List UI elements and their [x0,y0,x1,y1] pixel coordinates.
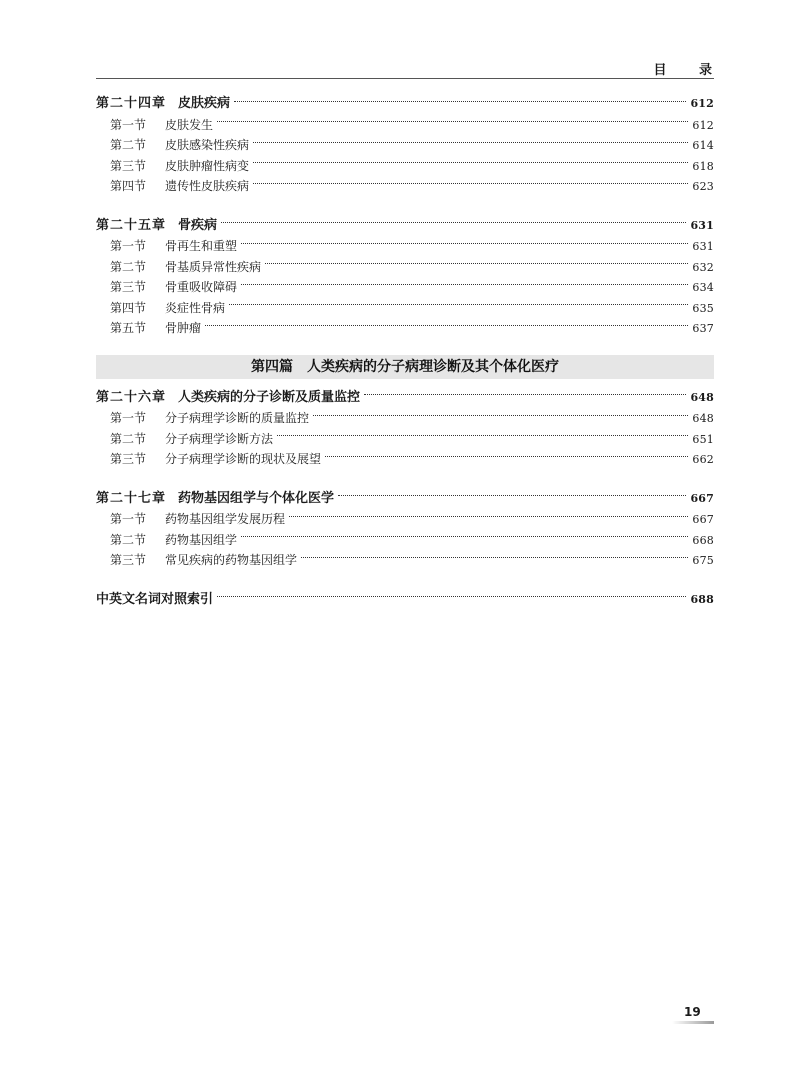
toc-section-row[interactable] [96,176,714,197]
dot-leader [241,536,688,537]
spacer [96,470,714,489]
section-number: 第三节 [110,553,147,567]
section-title: 骨肿瘤 [165,321,202,335]
toc-section-row[interactable] [96,298,714,319]
section-title: 骨再生和重塑 [165,239,238,253]
dot-leader [289,516,688,517]
section-title: 皮肤感染性疾病 [165,138,250,152]
toc-section-row[interactable] [96,257,714,278]
dot-leader [301,557,688,558]
section-number: 第三节 [110,158,147,173]
page-number: 648 [692,412,714,425]
page-number: 662 [692,453,714,466]
page-number: 667 [690,491,714,505]
section-number: 第二节 [110,259,147,274]
chapter-title: 药物基因组学与个体化医学 [178,490,335,506]
header-title: 目 录 [653,63,726,78]
dot-leader [234,101,686,102]
page-number: 631 [692,240,714,253]
toc-section-row[interactable] [96,236,714,257]
section-number: 第一节 [110,117,147,132]
dot-leader [241,284,688,285]
page-number: 635 [692,301,714,315]
spacer [96,339,714,351]
dot-leader [253,183,688,184]
toc-chapter-row[interactable] [96,216,714,237]
page-number: 614 [692,139,714,152]
section-title: 常见疾病的药物基因组学 [165,553,298,567]
section-number: 第二节 [110,138,147,152]
section-number: 第三节 [110,452,147,466]
page-number: 637 [692,322,714,335]
dot-leader [253,162,688,163]
page-number: 618 [692,159,714,173]
chapter-title: 皮肤疾病 [178,96,231,111]
page-number: 667 [692,513,714,526]
section-title: 皮肤肿瘤性病变 [165,158,250,173]
part-heading [96,355,714,379]
dot-leader [241,243,688,244]
section-number: 第二节 [110,532,147,547]
page-number: 632 [692,260,714,274]
footer-page-number: 19 [684,1005,701,1019]
table-of-contents [96,94,714,610]
section-number: 第四节 [110,179,147,193]
section-title: 药物基因组学 [165,532,238,547]
chapter-title: 骨疾病 [178,217,218,233]
toc-section-row[interactable] [96,530,714,551]
dot-leader [313,415,688,416]
page-number: 668 [692,533,714,547]
section-title: 分子病理学诊断的现状及展望 [165,452,322,466]
toc-chapter-row[interactable] [96,94,714,115]
section-title: 分子病理学诊断的质量监控 [165,411,310,425]
chapter-number: 第二十五章 [96,217,167,233]
section-title: 遗传性皮肤疾病 [165,179,250,193]
page-number: 623 [692,180,714,193]
dot-leader [229,304,688,305]
dot-leader [221,222,686,223]
page-number: 612 [692,118,714,132]
toc-section-row[interactable] [96,156,714,177]
section-number: 第一节 [110,411,147,425]
chapter-number: 第二十七章 [96,490,167,506]
dot-leader [325,456,688,457]
section-number: 第二节 [110,431,147,446]
toc-index-row[interactable] [96,590,714,611]
toc-section-row[interactable] [96,135,714,156]
section-title: 药物基因组学发展历程 [165,512,286,526]
toc-section-row[interactable] [96,449,714,470]
toc-section-row[interactable] [96,550,714,571]
dot-leader [205,325,688,326]
toc-section-row[interactable] [96,429,714,450]
spacer [96,571,714,590]
toc-section-row[interactable] [96,277,714,298]
index-title: 中英文名词对照索引 [96,591,214,607]
part-number: 第四篇 [251,358,293,375]
page-number: 631 [690,218,714,232]
toc-chapter-row[interactable] [96,489,714,510]
section-title: 骨重吸收障碍 [165,280,238,294]
page-number: 634 [692,281,714,294]
toc-section-row[interactable] [96,509,714,530]
toc-section-row[interactable] [96,318,714,339]
chapter-number: 第二十六章 [96,389,167,405]
toc-section-row[interactable] [96,408,714,429]
dot-leader [277,435,688,436]
dot-leader [265,263,688,264]
section-title: 骨基质异常性疾病 [165,259,262,274]
toc-section-row[interactable] [96,115,714,136]
page-number: 648 [690,390,714,404]
page-number: 651 [692,432,714,446]
dot-leader [253,142,688,143]
dot-leader [338,495,686,496]
section-number: 第四节 [110,300,147,315]
section-number: 第三节 [110,280,147,294]
chapter-number: 第二十四章 [96,96,167,111]
section-number: 第一节 [110,512,147,526]
dot-leader [217,121,688,122]
spacer [96,197,714,216]
footer-rule [672,1021,714,1024]
section-number: 第一节 [110,239,147,253]
page-header [96,58,726,79]
dot-leader [364,394,686,395]
dot-leader [217,596,686,597]
page-number: 675 [692,554,714,567]
chapter-title: 人类疾病的分子诊断及质量监控 [178,389,361,405]
part-title: 人类疾病的分子病理诊断及其个体化医疗 [307,358,559,375]
section-title: 炎症性骨病 [165,300,226,315]
section-number: 第五节 [110,321,147,335]
page-number: 612 [690,97,714,110]
section-title: 皮肤发生 [165,117,214,132]
page-number: 688 [690,592,714,606]
toc-chapter-row[interactable] [96,388,714,409]
section-title: 分子病理学诊断方法 [165,431,274,446]
